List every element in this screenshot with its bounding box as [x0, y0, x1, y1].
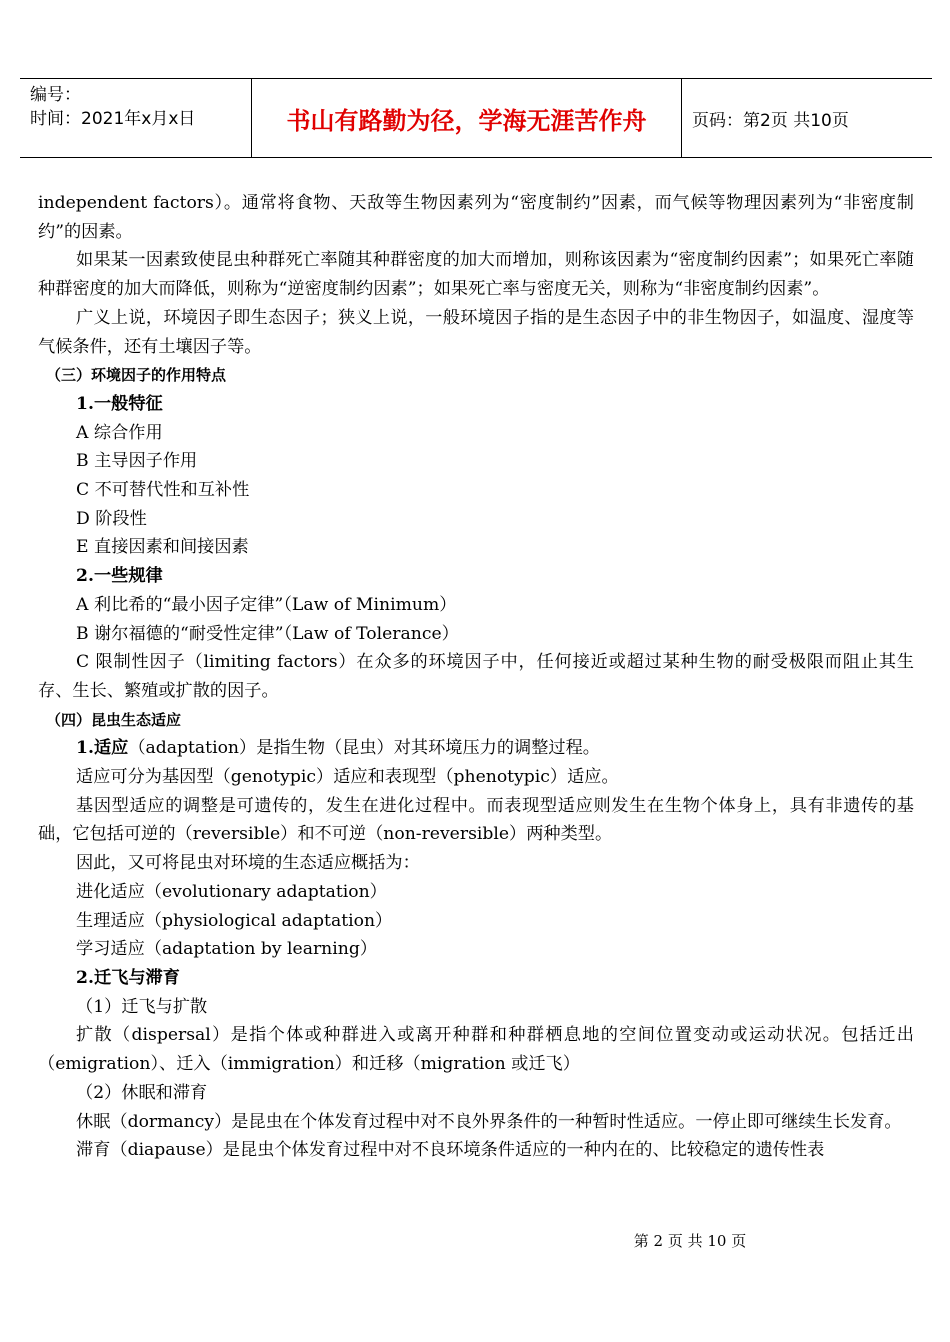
paragraph: 适应可分为基因型（genotypic）适应和表现型（phenotypic）适应。	[76, 767, 619, 788]
list-item: 进化适应（evolutionary adaptation）	[76, 881, 387, 902]
subheading: 1.一般特征	[76, 393, 163, 414]
list-item: D 阶段性	[76, 508, 147, 529]
paragraph: C 限制性因子（limiting factors）在众多的环境因子中，任何接近或超过某种生物的耐受极限而阻止其生存、生长、繁殖或扩散的因子。	[38, 652, 914, 701]
paragraph: 休眠（dormancy）是昆虫在个体发育过程中对不良外界条件的一种暂时性适应。一停止即可继续生长发育。	[76, 1111, 902, 1132]
adaptation-definition: 是指生物（昆虫）对其环境压力的调整过程。	[256, 738, 600, 759]
header-table	[20, 78, 932, 158]
header-meta	[20, 79, 252, 157]
paragraph: 如果某一因素致使昆虫种群死亡率随其种群密度的加大而增加，则称该因素为“密度制约因素”；如果死亡率随种群密度的加大而降低，则称为“逆密度制约因素”；如果死亡率与密度无关，则称为“非密度制约因素”。	[38, 250, 914, 300]
paragraph: 扩散（dispersal）是指个体或种群进入或离开种群和种群栖息地的空间位置变动或运动状况。包括迁出（emigration）、迁入（immigration）和迁移（migration 或迁飞）	[38, 1025, 914, 1075]
paragraph: 广义上说，环境因子即生态因子；狭义上说，一般环境因子指的是生态因子中的非生物因子，如温度、湿度等气候条件，还有土壤因子等。	[38, 307, 914, 357]
paragraph: 因此，又可将昆虫对环境的生态适应概括为：	[76, 853, 420, 874]
subheading: （2）休眠和滞育	[76, 1082, 208, 1103]
subheading: （1）迁飞与扩散	[76, 996, 208, 1017]
header-motto-cell	[252, 79, 682, 157]
list-item: E 直接因素和间接因素	[76, 537, 249, 558]
list-item: A 综合作用	[76, 422, 163, 443]
paragraph: 滞育（diapause）是昆虫个体发育过程中对不良环境条件适应的一种内在的、比较稳定的遗传性表	[76, 1140, 825, 1161]
doc-time-label: 时间：2021年x月x日	[30, 109, 196, 129]
subheading: 2.一些规律	[76, 566, 163, 587]
footer-page-number: 第 2 页 共 10 页	[633, 1232, 747, 1250]
list-item: 生理适应（physiological adaptation）	[76, 910, 393, 931]
section-heading: （三）环境因子的作用特点	[46, 366, 227, 385]
header-page-info: 页码：第2页 共10页	[692, 110, 849, 131]
list-item: A 利比希的“最小因子定律”（Law of Minimum）	[76, 594, 457, 615]
header-motto: 书山有路勤为径，学海无涯苦作舟	[286, 105, 647, 135]
paragraph: 基因型适应的调整是可遗传的，发生在进化过程中。而表现型适应则发生在生物个体身上，具有非遗传的基础，它包括可逆的（reversible）和不可逆（non-reversible）两种类型。	[38, 795, 914, 845]
adaptation-term: （adaptation）	[128, 738, 257, 759]
adaptation-heading: 1.适应	[76, 738, 129, 759]
list-item: B 谢尔福德的“耐受性定律”（Law of Tolerance）	[76, 623, 459, 644]
page-footer	[0, 1230, 950, 1251]
paragraph	[38, 734, 914, 763]
list-item: 学习适应（adaptation by learning）	[76, 939, 378, 960]
document-body	[38, 189, 914, 1165]
list-item: B 主导因子作用	[76, 451, 198, 472]
paragraph: independent factors）。通常将食物、天敌等生物因素列为“密度制约”因素，而气候等物理因素列为“非密度制约”的因素。	[38, 193, 914, 242]
list-item: C 不可替代性和互补性	[76, 480, 250, 501]
doc-number-label: 编号：	[30, 85, 81, 105]
subheading: 2.迁飞与滞育	[76, 967, 180, 988]
section-heading: （四）昆虫生态适应	[46, 710, 182, 729]
